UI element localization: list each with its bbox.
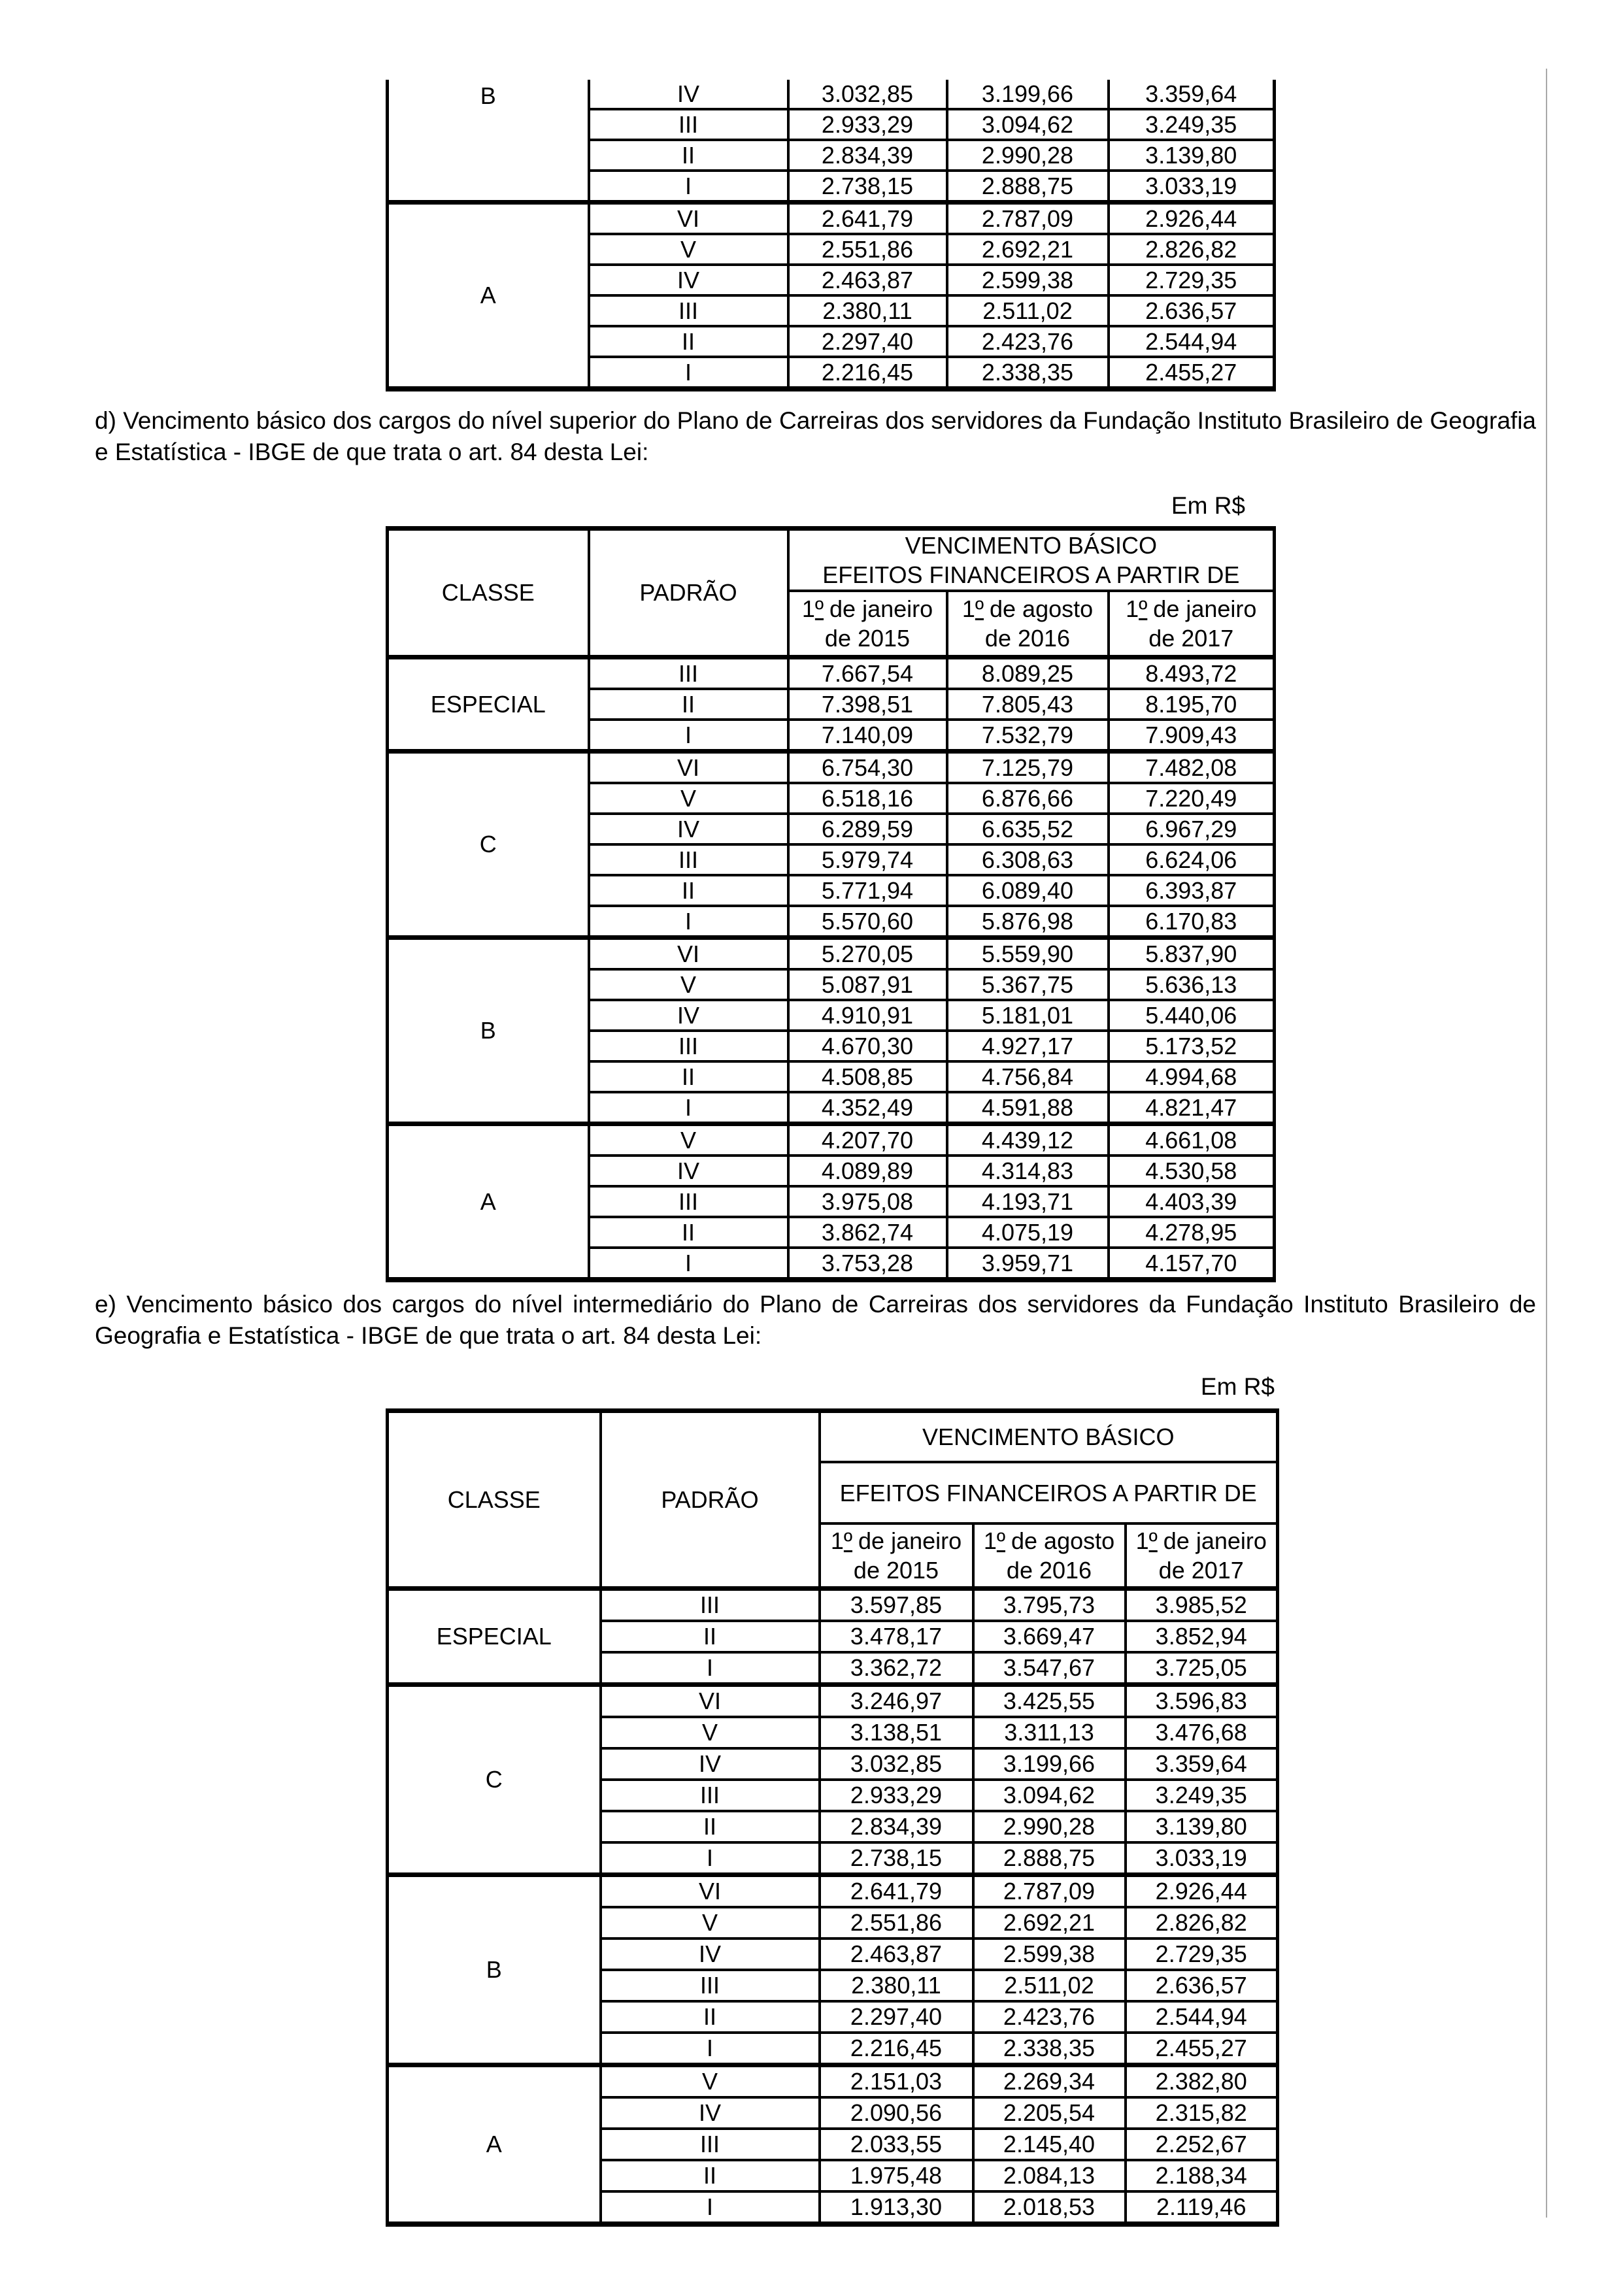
value-cell: 2.084,13 xyxy=(973,2160,1126,2191)
value-cell: 2.544,94 xyxy=(1126,2001,1278,2033)
value-cell: 6.624,06 xyxy=(1109,844,1275,875)
padrao-cell: VI xyxy=(589,752,788,784)
value-cell: 2.990,28 xyxy=(973,1811,1126,1842)
value-cell: 7.140,09 xyxy=(788,720,947,752)
value-cell: 3.199,66 xyxy=(947,80,1109,109)
ordinal-indicator: º xyxy=(843,1527,853,1554)
value-cell: 6.754,30 xyxy=(788,752,947,784)
value-cell: 4.994,68 xyxy=(1109,1061,1275,1092)
value-cell: 3.547,67 xyxy=(973,1652,1126,1685)
value-cell: 3.425,55 xyxy=(973,1685,1126,1718)
table-body xyxy=(388,80,1275,389)
classe-label: B xyxy=(388,80,589,203)
value-cell: 2.692,21 xyxy=(973,1907,1126,1938)
padrao-column-header: PADRÃO xyxy=(589,529,788,657)
padrao-cell: III xyxy=(589,1031,788,1061)
vencimento-basico-header xyxy=(788,529,1275,591)
value-cell: 2.463,87 xyxy=(788,265,947,295)
value-cell: 2.933,29 xyxy=(820,1780,973,1811)
value-cell: 4.508,85 xyxy=(788,1061,947,1092)
classe-label: C xyxy=(388,752,589,938)
value-cell: 4.591,88 xyxy=(947,1092,1109,1124)
value-cell: 2.599,38 xyxy=(947,265,1109,295)
padrao-cell: V xyxy=(589,783,788,814)
value-cell: 6.170,83 xyxy=(1109,906,1275,938)
value-cell: 2.315,82 xyxy=(1126,2097,1278,2129)
ordinal-indicator: º xyxy=(814,595,824,622)
value-cell: 2.834,39 xyxy=(788,140,947,171)
value-cell: 2.145,40 xyxy=(973,2129,1126,2160)
padrao-cell: IV xyxy=(589,1000,788,1031)
value-cell: 2.599,38 xyxy=(973,1938,1126,1970)
value-cell: 4.314,83 xyxy=(947,1156,1109,1186)
value-cell: 3.852,94 xyxy=(1126,1621,1278,1652)
value-cell: 4.439,12 xyxy=(947,1124,1109,1156)
value-cell: 5.979,74 xyxy=(788,844,947,875)
classe-label: B xyxy=(388,1875,601,2065)
padrao-cell: V xyxy=(601,1907,820,1938)
table-continuation-fragment xyxy=(386,80,1276,391)
value-cell: 3.033,19 xyxy=(1109,171,1275,203)
value-cell: 3.311,13 xyxy=(973,1717,1126,1748)
value-cell: 2.933,29 xyxy=(788,109,947,140)
padrao-cell: III xyxy=(589,1186,788,1217)
efeitos-financeiros-header xyxy=(820,1462,1278,1523)
padrao-cell: I xyxy=(601,2191,820,2224)
value-cell: 4.278,95 xyxy=(1109,1217,1275,1248)
value-cell: 3.032,85 xyxy=(788,80,947,109)
value-cell: 8.493,72 xyxy=(1109,657,1275,690)
padrao-cell: VI xyxy=(601,1685,820,1718)
paragraph-item-e: e) Vencimento básico dos cargos do nível intermediário do Plano de Carreiras dos servidores da Fundação Instituto Brasileiro de Geografia e Estatística - IBGE de que trata o art. 84 desta Lei: xyxy=(95,1291,1536,1349)
value-cell: 6.089,40 xyxy=(947,875,1109,906)
value-cell: 5.173,52 xyxy=(1109,1031,1275,1061)
value-cell: 3.138,51 xyxy=(820,1717,973,1748)
value-cell: 3.139,80 xyxy=(1109,140,1275,171)
value-cell: 5.636,13 xyxy=(1109,969,1275,1000)
value-cell: 3.199,66 xyxy=(973,1748,1126,1780)
padrao-cell: II xyxy=(601,1811,820,1842)
classe-label: B xyxy=(388,938,589,1124)
padrao-cell: I xyxy=(601,1842,820,1875)
value-cell: 2.423,76 xyxy=(947,326,1109,357)
date-year: de 2017 xyxy=(1158,1557,1244,1584)
classe-label: A xyxy=(388,203,589,390)
padrao-cell: IV xyxy=(589,265,788,295)
date-month: de agosto xyxy=(1011,1527,1115,1554)
value-cell: 8.195,70 xyxy=(1109,689,1275,720)
table-body xyxy=(388,657,1275,1280)
vencimento-basico-label: VENCIMENTO BÁSICO xyxy=(905,532,1157,559)
value-cell: 5.876,98 xyxy=(947,906,1109,938)
date-year: de 2016 xyxy=(1006,1557,1092,1584)
table-nivel-intermediario xyxy=(386,1408,1279,2227)
value-cell: 2.252,67 xyxy=(1126,2129,1278,2160)
ordinal-indicator: º xyxy=(996,1527,1006,1554)
value-cell: 7.482,08 xyxy=(1109,752,1275,784)
value-cell: 6.635,52 xyxy=(947,814,1109,844)
vencimento-basico-header: VENCIMENTO BÁSICO xyxy=(820,1411,1278,1463)
value-cell: 3.249,35 xyxy=(1109,109,1275,140)
value-cell: 2.455,27 xyxy=(1126,2033,1278,2065)
padrao-cell: III xyxy=(601,2129,820,2160)
date-year: de 2015 xyxy=(853,1557,939,1584)
currency-unit-label: Em R$ xyxy=(1200,1373,1275,1400)
classe-label: A xyxy=(388,2065,601,2225)
value-cell: 3.975,08 xyxy=(788,1186,947,1217)
value-cell: 3.246,97 xyxy=(820,1685,973,1718)
value-cell: 4.927,17 xyxy=(947,1031,1109,1061)
value-cell: 2.729,35 xyxy=(1126,1938,1278,1970)
table-row xyxy=(388,80,1275,109)
value-cell: 4.157,70 xyxy=(1109,1248,1275,1280)
value-cell: 3.753,28 xyxy=(788,1248,947,1280)
value-cell: 2.544,94 xyxy=(1109,326,1275,357)
padrao-cell: II xyxy=(589,1061,788,1092)
value-cell: 2.338,35 xyxy=(947,357,1109,389)
classe-label: ESPECIAL xyxy=(388,1589,601,1685)
date-header-jan-2017 xyxy=(1109,591,1275,657)
value-cell: 7.220,49 xyxy=(1109,783,1275,814)
padrao-cell: I xyxy=(589,357,788,389)
value-cell: 3.033,19 xyxy=(1126,1842,1278,1875)
table-row xyxy=(388,1685,1278,1718)
value-cell: 4.670,30 xyxy=(788,1031,947,1061)
table-row xyxy=(388,752,1275,784)
value-cell: 5.771,94 xyxy=(788,875,947,906)
date-header-jan-2017 xyxy=(1126,1523,1278,1589)
padrao-cell: III xyxy=(589,657,788,690)
value-cell: 5.440,06 xyxy=(1109,1000,1275,1031)
padrao-cell: I xyxy=(589,720,788,752)
value-cell: 4.089,89 xyxy=(788,1156,947,1186)
padrao-cell: I xyxy=(601,1652,820,1685)
value-cell: 2.641,79 xyxy=(788,203,947,235)
value-cell: 8.089,25 xyxy=(947,657,1109,690)
value-cell: 2.926,44 xyxy=(1126,1875,1278,1908)
efeitos-financeiros-label: EFEITOS FINANCEIROS A PARTIR DE xyxy=(822,561,1240,588)
date-year: de 2017 xyxy=(1148,625,1234,652)
value-cell: 6.967,29 xyxy=(1109,814,1275,844)
date-month: de janeiro xyxy=(858,1527,962,1554)
date-num: 1 xyxy=(983,1527,997,1554)
ordinal-indicator: º xyxy=(1139,595,1148,622)
value-cell: 3.094,62 xyxy=(947,109,1109,140)
efeitos-financeiros-label: EFEITOS FINANCEIROS A PARTIR DE xyxy=(839,1479,1257,1506)
value-cell: 5.270,05 xyxy=(788,938,947,970)
value-cell: 2.216,45 xyxy=(820,2033,973,2065)
header-row xyxy=(388,1411,1278,1463)
value-cell: 2.033,55 xyxy=(820,2129,973,2160)
value-cell: 6.289,59 xyxy=(788,814,947,844)
value-cell: 7.398,51 xyxy=(788,689,947,720)
value-cell: 5.559,90 xyxy=(947,938,1109,970)
value-cell: 3.478,17 xyxy=(820,1621,973,1652)
page-edge-line xyxy=(1546,69,1547,2218)
value-cell: 5.837,90 xyxy=(1109,938,1275,970)
padrao-cell: III xyxy=(589,844,788,875)
date-header-ago-2016 xyxy=(947,591,1109,657)
value-cell: 6.308,63 xyxy=(947,844,1109,875)
value-cell: 6.876,66 xyxy=(947,783,1109,814)
padrao-cell: III xyxy=(601,1780,820,1811)
table-row xyxy=(388,657,1275,690)
padrao-cell: II xyxy=(601,2001,820,2033)
padrao-cell: IV xyxy=(589,814,788,844)
value-cell: 7.125,79 xyxy=(947,752,1109,784)
padrao-cell: II xyxy=(589,326,788,357)
padrao-cell: IV xyxy=(589,1156,788,1186)
classe-column-header: CLASSE xyxy=(388,529,589,657)
value-cell: 2.269,34 xyxy=(973,2065,1126,2098)
padrao-cell: V xyxy=(589,1124,788,1156)
padrao-cell: III xyxy=(601,1589,820,1622)
table-row xyxy=(388,1589,1278,1622)
date-month: de janeiro xyxy=(1153,595,1257,622)
value-cell: 5.181,01 xyxy=(947,1000,1109,1031)
value-cell: 3.725,05 xyxy=(1126,1652,1278,1685)
value-cell: 2.511,02 xyxy=(947,295,1109,326)
value-cell: 2.205,54 xyxy=(973,2097,1126,2129)
value-cell: 2.297,40 xyxy=(820,2001,973,2033)
table-nivel-superior xyxy=(386,526,1276,1282)
padrao-cell: VI xyxy=(589,203,788,235)
value-cell: 2.297,40 xyxy=(788,326,947,357)
value-cell: 3.597,85 xyxy=(820,1589,973,1622)
value-cell: 2.151,03 xyxy=(820,2065,973,2098)
value-cell: 4.207,70 xyxy=(788,1124,947,1156)
value-cell: 3.094,62 xyxy=(973,1780,1126,1811)
value-cell: 7.909,43 xyxy=(1109,720,1275,752)
date-month: de janeiro xyxy=(829,595,933,622)
date-month: de janeiro xyxy=(1163,1527,1267,1554)
padrao-cell: III xyxy=(589,295,788,326)
value-cell: 5.570,60 xyxy=(788,906,947,938)
table-row xyxy=(388,2065,1278,2098)
value-cell: 2.787,09 xyxy=(973,1875,1126,1908)
classe-column-header: CLASSE xyxy=(388,1411,601,1589)
value-cell: 2.888,75 xyxy=(973,1842,1126,1875)
value-cell: 2.826,82 xyxy=(1126,1907,1278,1938)
value-cell: 3.249,35 xyxy=(1126,1780,1278,1811)
value-cell: 6.518,16 xyxy=(788,783,947,814)
value-cell: 2.636,57 xyxy=(1126,1970,1278,2001)
value-cell: 3.959,71 xyxy=(947,1248,1109,1280)
value-cell: 2.729,35 xyxy=(1109,265,1275,295)
value-cell: 7.667,54 xyxy=(788,657,947,690)
padrao-cell: III xyxy=(589,109,788,140)
value-cell: 3.359,64 xyxy=(1109,80,1275,109)
value-cell: 1.975,48 xyxy=(820,2160,973,2191)
value-cell: 2.888,75 xyxy=(947,171,1109,203)
value-cell: 2.787,09 xyxy=(947,203,1109,235)
value-cell: 4.910,91 xyxy=(788,1000,947,1031)
value-cell: 2.119,46 xyxy=(1126,2191,1278,2224)
value-cell: 4.403,39 xyxy=(1109,1186,1275,1217)
date-num: 1 xyxy=(962,595,975,622)
ordinal-indicator: º xyxy=(975,595,984,622)
table-body xyxy=(388,1589,1278,2225)
date-year: de 2015 xyxy=(824,625,911,652)
padrao-cell: V xyxy=(601,1717,820,1748)
value-cell: 2.551,86 xyxy=(820,1907,973,1938)
value-cell: 3.032,85 xyxy=(820,1748,973,1780)
value-cell: 3.795,73 xyxy=(973,1589,1126,1622)
value-cell: 3.139,80 xyxy=(1126,1811,1278,1842)
value-cell: 4.661,08 xyxy=(1109,1124,1275,1156)
date-num: 1 xyxy=(801,595,815,622)
value-cell: 2.382,80 xyxy=(1126,2065,1278,2098)
paragraph-item-d: d) Vencimento básico dos cargos do nível superior do Plano de Carreiras dos servidores da Fundação Instituto Brasileiro de Geografia e Estatística - IBGE de que trata o art. 84 desta Lei: xyxy=(95,407,1536,465)
padrao-cell: I xyxy=(589,1092,788,1124)
value-cell: 3.596,83 xyxy=(1126,1685,1278,1718)
value-cell: 2.511,02 xyxy=(973,1970,1126,2001)
value-cell: 4.075,19 xyxy=(947,1217,1109,1248)
value-cell: 6.393,87 xyxy=(1109,875,1275,906)
padrao-cell: IV xyxy=(601,1938,820,1970)
classe-label: C xyxy=(388,1685,601,1875)
header-row xyxy=(388,529,1275,591)
value-cell: 2.188,34 xyxy=(1126,2160,1278,2191)
date-month: de agosto xyxy=(990,595,1094,622)
value-cell: 7.805,43 xyxy=(947,689,1109,720)
value-cell: 2.423,76 xyxy=(973,2001,1126,2033)
value-cell: 2.990,28 xyxy=(947,140,1109,171)
padrao-cell: I xyxy=(589,171,788,203)
value-cell: 4.530,58 xyxy=(1109,1156,1275,1186)
date-year: de 2016 xyxy=(984,625,1071,652)
classe-label: ESPECIAL xyxy=(388,657,589,752)
classe-label: A xyxy=(388,1124,589,1280)
date-num: 1 xyxy=(1135,1527,1149,1554)
value-cell: 4.352,49 xyxy=(788,1092,947,1124)
padrao-cell: IV xyxy=(601,1748,820,1780)
value-cell: 3.359,64 xyxy=(1126,1748,1278,1780)
padrao-cell: V xyxy=(589,234,788,265)
value-cell: 2.692,21 xyxy=(947,234,1109,265)
ordinal-indicator: º xyxy=(1148,1527,1158,1554)
value-cell: 5.087,91 xyxy=(788,969,947,1000)
padrao-cell: IV xyxy=(589,80,788,109)
value-cell: 2.636,57 xyxy=(1109,295,1275,326)
value-cell: 2.641,79 xyxy=(820,1875,973,1908)
date-num: 1 xyxy=(830,1527,844,1554)
table-row xyxy=(388,203,1275,235)
value-cell: 2.380,11 xyxy=(820,1970,973,2001)
padrao-cell: V xyxy=(589,969,788,1000)
padrao-cell: III xyxy=(601,1970,820,2001)
date-header-jan-2015 xyxy=(788,591,947,657)
value-cell: 3.476,68 xyxy=(1126,1717,1278,1748)
value-cell: 2.380,11 xyxy=(788,295,947,326)
currency-unit-label: Em R$ xyxy=(1171,492,1245,519)
value-cell: 2.463,87 xyxy=(820,1938,973,1970)
padrao-cell: I xyxy=(589,1248,788,1280)
padrao-cell: IV xyxy=(601,2097,820,2129)
value-cell: 3.985,52 xyxy=(1126,1589,1278,1622)
value-cell: 2.738,15 xyxy=(820,1842,973,1875)
padrao-cell: II xyxy=(589,1217,788,1248)
padrao-column-header: PADRÃO xyxy=(601,1411,820,1589)
value-cell: 3.362,72 xyxy=(820,1652,973,1685)
value-cell: 3.669,47 xyxy=(973,1621,1126,1652)
value-cell: 2.216,45 xyxy=(788,357,947,389)
padrao-cell: II xyxy=(601,1621,820,1652)
padrao-cell: V xyxy=(601,2065,820,2098)
value-cell: 7.532,79 xyxy=(947,720,1109,752)
value-cell: 2.090,56 xyxy=(820,2097,973,2129)
date-header-jan-2015 xyxy=(820,1523,973,1589)
padrao-cell: II xyxy=(589,875,788,906)
value-cell: 2.738,15 xyxy=(788,171,947,203)
padrao-cell: I xyxy=(601,2033,820,2065)
value-cell: 2.551,86 xyxy=(788,234,947,265)
date-num: 1 xyxy=(1126,595,1139,622)
value-cell: 5.367,75 xyxy=(947,969,1109,1000)
padrao-cell: VI xyxy=(589,938,788,970)
date-header-ago-2016 xyxy=(973,1523,1126,1589)
padrao-cell: VI xyxy=(601,1875,820,1908)
value-cell: 2.455,27 xyxy=(1109,357,1275,389)
value-cell: 4.193,71 xyxy=(947,1186,1109,1217)
value-cell: 2.338,35 xyxy=(973,2033,1126,2065)
value-cell: 4.756,84 xyxy=(947,1061,1109,1092)
value-cell: 3.862,74 xyxy=(788,1217,947,1248)
value-cell: 2.826,82 xyxy=(1109,234,1275,265)
padrao-cell: I xyxy=(589,906,788,938)
table-row xyxy=(388,1875,1278,1908)
table-row xyxy=(388,1124,1275,1156)
value-cell: 4.821,47 xyxy=(1109,1092,1275,1124)
value-cell: 2.018,53 xyxy=(973,2191,1126,2224)
value-cell: 1.913,30 xyxy=(820,2191,973,2224)
padrao-cell: II xyxy=(589,140,788,171)
padrao-cell: II xyxy=(589,689,788,720)
value-cell: 2.926,44 xyxy=(1109,203,1275,235)
value-cell: 2.834,39 xyxy=(820,1811,973,1842)
padrao-cell: II xyxy=(601,2160,820,2191)
table-row xyxy=(388,938,1275,970)
